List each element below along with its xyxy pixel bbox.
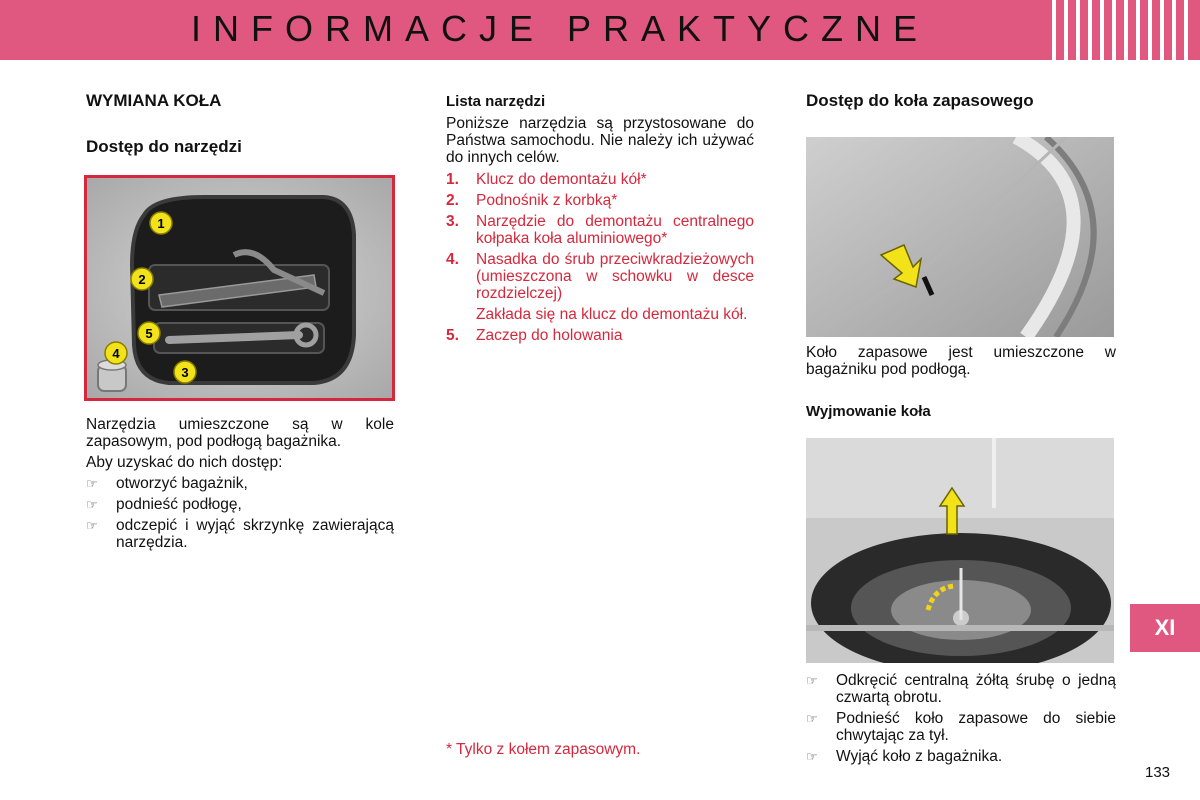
right-steps xyxy=(806,672,1116,769)
list-item: 4. Nasadka do śrub przeciwkradzieżowych (umieszczona w schowku w desce rozdzielczej) xyxy=(446,251,754,302)
pointing-hand-icon: ☞ xyxy=(806,673,818,688)
chapter-tab-label: XI xyxy=(1154,615,1176,640)
list-item: ☞ podnieść podłogę, xyxy=(86,496,242,513)
list-item: ☞ Wyjąć koło z bagażnika. xyxy=(806,748,1003,765)
middle-column xyxy=(446,93,754,348)
pointing-hand-icon: ☞ xyxy=(806,749,818,764)
list-item: ☞ Podnieść koło zapasowe do siebie chwytając za tył. xyxy=(806,710,1116,744)
para-access: Aby uzyskać do nich dostęp: xyxy=(86,454,283,471)
callout-1: 1 xyxy=(157,216,165,231)
list-item: 1. Klucz do demontażu kół* xyxy=(446,171,647,188)
remove-wheel-title: Wyjmowanie koła xyxy=(806,403,931,420)
socket-icon xyxy=(98,360,126,391)
pointing-hand-icon: ☞ xyxy=(86,476,98,491)
pointing-hand-icon: ☞ xyxy=(806,711,818,726)
pointing-hand-icon: ☞ xyxy=(86,497,98,512)
callout-5: 5 xyxy=(145,326,153,341)
remove-wheel-steps-list xyxy=(806,672,1116,765)
tools-figure xyxy=(84,175,395,401)
trunk-figure xyxy=(806,137,1114,337)
section-title: WYMIANA KOŁA xyxy=(86,91,222,110)
header-band xyxy=(0,0,1200,60)
trunk-illustration xyxy=(806,137,1114,337)
list-item: ☞ odczepić i wyjąć skrzynkę zawierającą narzędzia. xyxy=(86,517,394,551)
trunk-caption: Koło zapasowe jest umieszczone w bagażniku pod podłogą. xyxy=(806,344,1116,378)
spare-wheel-title: Dostęp do koła zapasowego xyxy=(806,91,1034,110)
pointing-hand-icon: ☞ xyxy=(86,518,98,533)
list-item: 2. Podnośnik z korbką* xyxy=(446,192,618,209)
list-item: 3. Narzędzie do demontażu centralnego kołpaka koła aluminiowego* xyxy=(446,213,754,247)
right-column-header xyxy=(806,92,1116,109)
page-number: 133 xyxy=(1145,764,1171,781)
left-column xyxy=(86,92,394,155)
tools-list xyxy=(446,171,754,344)
list-item: ☞ otworzyć bagażnik, xyxy=(86,475,248,492)
callout-2: 2 xyxy=(138,272,146,287)
callout-3: 3 xyxy=(181,365,189,380)
tools-intro: Poniższe narzędzia są przystosowane do Państwa samochodu. Nie należy ich używać do innych celów. xyxy=(446,115,754,166)
spare-wheel-figure xyxy=(806,438,1114,663)
tools-list-title: Lista narzędzi xyxy=(446,93,546,110)
tools-illustration xyxy=(84,175,395,401)
list-item: 5. Zaczep do holowania xyxy=(446,327,623,344)
access-steps-list xyxy=(86,475,394,551)
page-header-title: INFORMACJE PRAKTYCZNE xyxy=(190,8,930,49)
callout-4: 4 xyxy=(112,346,120,361)
left-text xyxy=(86,416,394,555)
list-item: ☞ Odkręcić centralną żółtą śrubę o jedną czwartą obrotu. xyxy=(806,672,1116,706)
subsection-title: Dostęp do narzędzi xyxy=(86,137,242,156)
spare-wheel-illustration xyxy=(806,438,1114,663)
para-tools-location: Narzędzia umieszczone są w kole zapasowym, pod podłogą bagażnika. xyxy=(86,416,394,450)
chapter-tab xyxy=(1130,604,1200,652)
remove-wheel-title-wrap xyxy=(806,403,1116,420)
footnote: * Tylko z kołem zapasowym. xyxy=(446,741,641,758)
list-item: Zakłada się na klucz do demontażu kół. xyxy=(476,306,748,323)
